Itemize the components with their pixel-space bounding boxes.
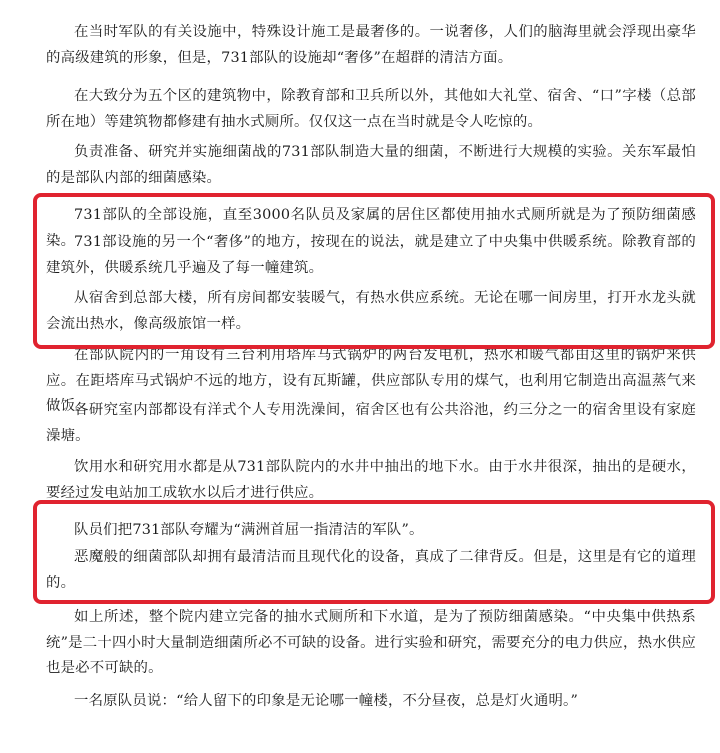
paragraph-5: 731部设施的另一个“奢侈”的地方，按现在的说法，就是建立了中央集中供暖系统。除教育部的建筑外，供暖系统几乎遍及了每一幢建筑。 [46, 234, 696, 276]
paragraph-4: 731部队的全部设施，直至3000名队员及家属的居住区都使用抽水式厕所就是为了预防细菌感染。 [46, 207, 696, 249]
paragraph-10: 队员们把731部队夸耀为“满洲首屈一指清洁的军队”。 [74, 522, 424, 538]
paragraph-6: 从宿舍到总部大楼，所有房间都安装暖气，有热水供应系统。无论在哪一间房里，打开水龙头就会流出热水，像高级旅馆一样。 [46, 290, 696, 332]
paragraph-11: 恶魔般的细菌部队却拥有最清洁而且现代化的设备，真成了二律背反。但是，这里是有它的道理的。 [46, 549, 696, 591]
paragraph-12: 如上所述，整个院内建立完备的抽水式厕所和下水道，是为了预防细菌感染。“中央集中供热系统”是二十四小时大量制造细菌所必不可缺的设备。进行实验和研究，需要充分的电力供应，热水供应也是必不可缺的。 [46, 609, 696, 676]
paragraph-13: 一名原队员说：“给人留下的印象是无论哪一幢楼，不分昼夜，总是灯火通明。” [74, 693, 578, 709]
paragraph-9: 饮用水和研究用水都是从731部队院内的水井中抽出的地下水。由于水井很深，抽出的是硬水，要经过发电站加工成软水以后才进行供应。 [46, 459, 696, 501]
paragraph-8: 各研究室内部都设有洋式个人专用洗澡间，宿舍区也有公共浴池，约三分之一的宿舍里设有家庭澡塘。 [46, 402, 696, 444]
paragraph-3: 负责准备、研究并实施细菌战的731部队制造大量的细菌，不断进行大规模的实验。关东军最怕的是部队内部的细菌感染。 [46, 144, 696, 186]
paragraph-2: 在大致分为五个区的建筑物中，除教育部和卫兵所以外，其他如大礼堂、宿舍、“口”字楼（总部所在地）等建筑物都修建有抽水式厕所。仅仅这一点在当时就是令人吃惊的。 [46, 88, 696, 130]
paragraph-7: 在部队院内的一角设有三台利用塔库马式锅炉的两台发电机，热水和暖气都由这里的锅炉来供应。在距塔库马式锅炉不远的地方，设有瓦斯罐，供应部队专用的煤气，也利用它制造出高温蒸气来做饭。 [46, 347, 696, 414]
paragraph-1: 在当时军队的有关设施中，特殊设计施工是最奢侈的。一说奢侈，人们的脑海里就会浮现出豪华的高级建筑的形象，但是，731部队的设施却“奢侈”在超群的清洁方面。 [46, 24, 696, 66]
